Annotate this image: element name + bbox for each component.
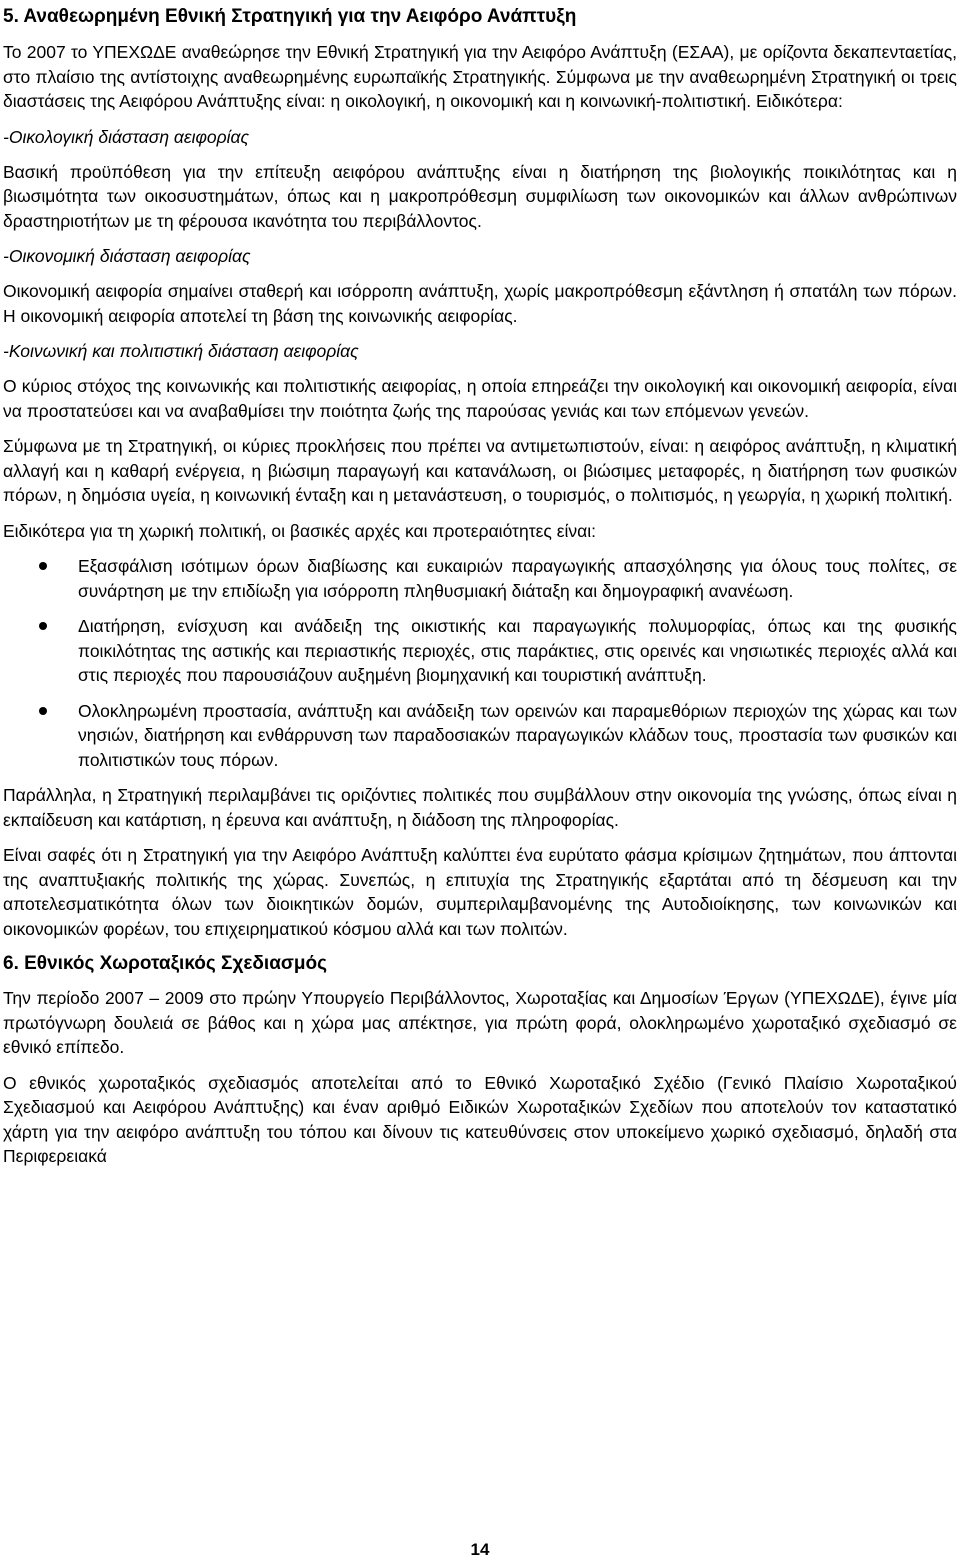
bullet-icon [39, 707, 47, 715]
ecological-text: Βασική προϋπόθεση για την επίτευξη αειφόρου ανάπτυξης είναι η διατήρηση της βιολογικής ποικιλότητας και η βιωσιμότητα των οικοσυστημάτων, όπως και η μακροπρόθεσμη συμφιλίωση των οικονομικών και άλλων ανθρώπινων δραστηριοτήτων με τη φέρουσα ικανότητα του περιβάλλοντος. [3, 161, 957, 231]
document-page [3, 0, 957, 1180]
section-5-title: 5. Αναθεωρημένη Εθνική Στρατηγική για την Αειφόρο Ανάπτυξη [3, 6, 577, 27]
section-6-paragraph-1: Την περίοδο 2007 – 2009 στο πρώην Υπουργείο Περιβάλλοντος, Χωροταξίας και Δημοσίων Έργων (ΥΠΕΧΩΔΕ), έγινε μία πρωτόγνωρη δουλειά σε βάθος και η χώρα μας απέκτησε, για πρώτη φορά, ολοκληρωμένο χωροταξικό σχεδιασμό σε εθνικό επίπεδο. [3, 988, 957, 1057]
list-item [3, 699, 957, 773]
list-item-text: Εξασφάλιση ισότιμων όρων διαβίωσης και ευκαιριών παραγωγικής απασχόλησης για όλους τους πολίτες, σε συνάρτηση με την επιδίωξη για ισόρροπη πληθυσμιακή διάταξη και δημογραφική ανανέωση. [78, 556, 957, 601]
conclusion-paragraph: Είναι σαφές ότι η Στρατηγική για την Αειφόρο Ανάπτυξη καλύπτει ένα ευρύτατο φάσμα κρίσιμων ζητημάτων, που άπτονται της αναπτυξιακής πολιτικής της χώρας. Συνεπώς, η επιτυχία της Στρατηγικής εξαρτάται από τη δέσμευση και την αποτελεσματικότητα όλων των διοικητικών δομών, συμπεριλαμβανομένης της Αυτοδιοίκησης, των κοινωνικών και οικονομικών φορέων, του επιχειρηματικού κόσμου αλλά και των πολιτών. [3, 845, 957, 939]
spatial-policy-list [3, 554, 957, 772]
section-6-title: 6. Εθνικός Χωροταξικός Σχεδιασμός [3, 953, 327, 974]
page-number: 14 [470, 1540, 490, 1559]
bullet-icon [39, 622, 47, 630]
economic-text: Οικονομική αειφορία σημαίνει σταθερή και ισόρροπη ανάπτυξη, χωρίς μακροπρόθεσμη εξάντληση ή σπατάλη των πόρων. Η οικονομική αειφορία αποτελεί τη βάση της κοινωνικής αειφορίας. [3, 281, 957, 326]
economic-heading: -Οικονομική διάσταση αειφορίας [3, 246, 251, 266]
challenges-paragraph: Σύμφωνα με τη Στρατηγική, οι κύριες προκλήσεις που πρέπει να αντιμετωπιστούν, είναι: η αειφόρος ανάπτυξη, η κλιματική αλλαγή και η καθαρή ενέργεια, η βιώσιμη παραγωγή και κατανάλωση, οι βιώσιμες μεταφορές, η διατήρηση των φυσικών πόρων, η δημόσια υγεία, η κοινωνική ένταξη και η μετανάστευση, ο τουρισμός, ο πολιτισμός, η γεωργία, η χωρική πολιτική. [3, 436, 957, 505]
list-item [3, 614, 957, 688]
social-text: Ο κύριος στόχος της κοινωνικής και πολιτιστικής αειφορίας, η οποία επηρεάζει την οικολογική και οικονομική αειφορία, είναι να προστατεύσει και να αναβαθμίσει την ποιότητα ζωής της παρούσας γενιάς και των επόμενων γενεών. [3, 376, 957, 421]
list-item-text: Ολοκληρωμένη προστασία, ανάπτυξη και ανάδειξη των ορεινών και παραμεθόριων περιοχών της χώρας και των νησιών, διατήρηση και ενθάρρυνση των παραδοσιακών παραγωγικών κλάδων τους, προστασία των φυσικών και πολιτιστικών τους πόρων. [78, 700, 957, 770]
spatial-policy-intro: Ειδικότερα για τη χωρική πολιτική, οι βασικές αρχές και προτεραιότητες είναι: [3, 520, 597, 541]
knowledge-economy-paragraph: Παράλληλα, η Στρατηγική περιλαμβάνει τις οριζόντιες πολιτικές που συμβάλλουν στην οικονομία της γνώσης, όπως είναι η εκπαίδευση και κατάρτιση, η έρευνα και ανάπτυξη, η διάδοση της πληροφορίας. [3, 785, 957, 830]
bullet-icon [39, 562, 47, 570]
list-item-text: Διατήρηση, ενίσχυση και ανάδειξη της οικιστικής και παραγωγικής πολυμορφίας, όπως και της φυσικής ποικιλότητας της αστικής και περιαστικής περιοχές, στις παράκτιες, στις ορεινές και νησιωτικές περιοχές αλλά και στις περιοχές που παρουσιάζουν αυξημένη βιομηχανική και τουριστική ανάπτυξη. [78, 616, 957, 685]
ecological-heading: -Οικολογική διάσταση αειφορίας [3, 126, 250, 147]
section-6-paragraph-2: Ο εθνικός χωροταξικός σχεδιασμός αποτελείται από το Εθνικό Χωροταξικό Σχέδιο (Γενικό Πλαίσιο Χωροταξικού Σχεδιασμού και Αειφόρου Ανάπτυξης) και έναν αριθμό Ειδικών Χωροταξικών Σχεδίων που αποτελούν τον καταστατικό χάρτη για την αειφόρο ανάπτυξη του τόπου και δίνουν τις κατευθύνσεις στον υποκείμενο χωρικό σχεδιασμό, δηλαδή στα Περιφερειακά [3, 1072, 957, 1166]
list-item [3, 554, 957, 603]
social-heading: -Κοινωνική και πολιτιστική διάσταση αειφορίας [3, 341, 359, 361]
section-5-intro: Το 2007 το ΥΠΕΧΩΔΕ αναθεώρησε την Εθνική Στρατηγική για την Αειφόρο Ανάπτυξη (ΕΣΑΑ), με ορίζοντα δεκαπενταετίας, στο πλαίσιο της αντίστοιχης αναθεωρημένης ευρωπαϊκής Στρατηγικής. Σύμφωνα με την αναθεωρημένη Στρατηγική οι τρεις διαστάσεις της Αειφόρου Ανάπτυξης είναι: η οικολογική, η οικονομική και η κοινωνική-πολιτιστική. Ειδικότερα: [3, 42, 957, 111]
